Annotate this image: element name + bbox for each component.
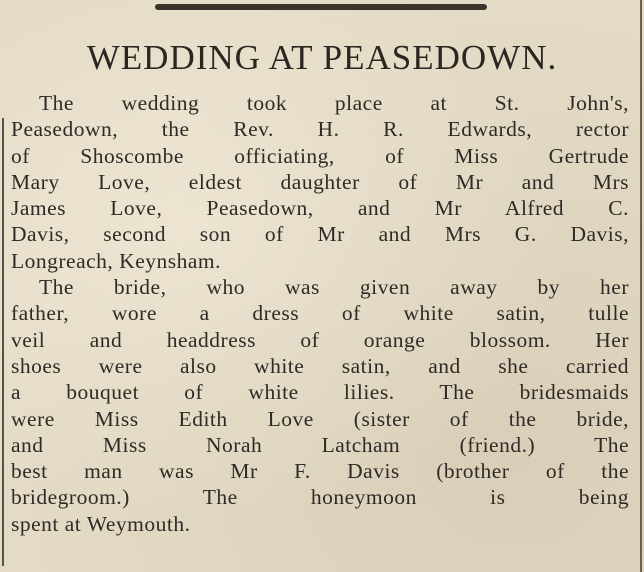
top-rule bbox=[155, 4, 487, 10]
column-edge-left bbox=[2, 118, 4, 566]
article-line: Davis, second son of Mr and Mrs G. Davis, bbox=[11, 222, 629, 247]
article-line: Mary Love, eldest daughter of Mr and Mrs bbox=[11, 169, 629, 194]
column-edge-right bbox=[640, 0, 642, 572]
article-line: and Miss Norah Latcham (friend.) The bbox=[11, 432, 629, 457]
article-line: of Shoscombe officiating, of Miss Gertrude bbox=[11, 143, 629, 168]
article-line: were Miss Edith Love (sister of the bride, bbox=[11, 406, 629, 431]
article-line: shoes were also white satin, and she carried bbox=[11, 353, 629, 378]
article-line: James Love, Peasedown, and Mr Alfred C. bbox=[11, 196, 629, 221]
article-line: The wedding took place at St. John's, bbox=[39, 91, 629, 115]
article-line: bridegroom.) The honeymoon is being bbox=[11, 485, 629, 510]
article-line: best man was Mr F. Davis (brother of the bbox=[11, 459, 629, 484]
article-line: father, wore a dress of white satin, tulle bbox=[11, 301, 629, 326]
article-line: veil and headdress of orange blossom. Her bbox=[11, 327, 629, 352]
article-headline: WEDDING AT PEASEDOWN. bbox=[86, 38, 558, 77]
article-body bbox=[11, 90, 629, 537]
article-line: a bouquet of white lilies. The bridesmaids bbox=[11, 380, 629, 405]
article-line: The bride, who was given away by her bbox=[39, 275, 629, 300]
article-line: spent at Weymouth. bbox=[11, 511, 191, 536]
article-line: Peasedown, the Rev. H. R. Edwards, rector bbox=[11, 117, 629, 142]
article-line: Longreach, Keynsham. bbox=[11, 248, 221, 273]
